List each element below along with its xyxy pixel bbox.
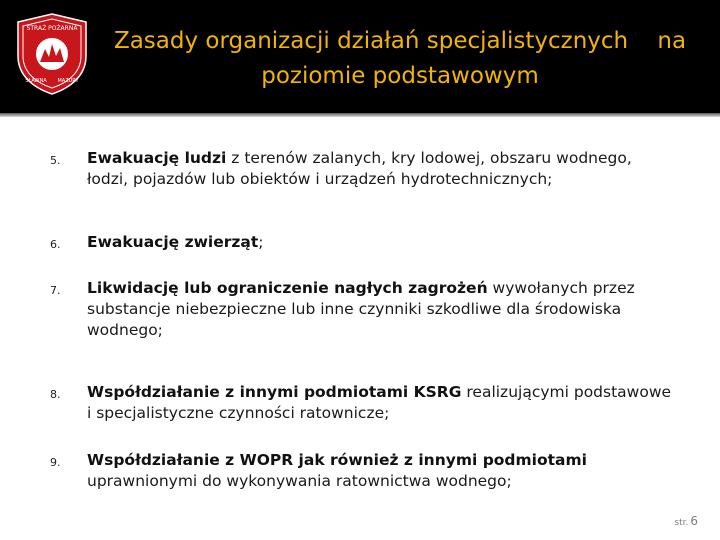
list-item-rest: uprawnionymi do wykonywania ratownictwa wodnego; <box>87 472 512 490</box>
list-item-bold: Współdziałanie z innymi podmiotami KSRG <box>87 383 462 401</box>
list-item-number: 7. <box>50 284 61 297</box>
list-item-text <box>87 450 677 492</box>
list-item-bold: Ewakuację zwierząt <box>87 233 259 251</box>
list-item-rest: z terenów zalanych, kry lodowej, obszaru wodnego, łodzi, pojazdów lub obiektów i urządzeń hydrotechnicznych; <box>87 149 632 188</box>
list-item-number: 9. <box>50 456 61 469</box>
list-item-bold: Ewakuację ludzi <box>87 149 227 167</box>
list-item-text <box>87 278 677 341</box>
logo-right-text: MAZURY <box>57 78 79 84</box>
page-number <box>674 514 698 528</box>
list-item-rest: wywołanych przez substancje niebezpieczne lub inne czynniki szkodliwe dla środowiska wodnego; <box>87 279 635 339</box>
logo-left-text: SŁAWNA <box>25 78 47 84</box>
list-item-number: 5. <box>50 154 61 167</box>
slide-title-line-2: poziomie podstawowym <box>261 63 539 89</box>
list-item-bold: Współdziałanie z WOPR jak również z innymi podmiotami <box>87 451 587 469</box>
page-number-value: 6 <box>690 514 698 528</box>
list-item-text <box>87 232 677 253</box>
list-item-text <box>87 148 677 190</box>
list-item-rest: realizującymi podstawowe i specjalistyczne czynności ratownicze; <box>87 383 672 422</box>
list-item-text <box>87 382 677 424</box>
list-item-bold: Likwidację lub ograniczenie nagłych zagrożeń <box>87 279 488 297</box>
slide-title-line-1: Zasady organizacji działań specjalistycznych na <box>113 28 687 54</box>
page-number-prefix: str. <box>674 518 689 528</box>
list-item-rest: ; <box>258 233 264 251</box>
logo-top-text: STRAŻ POŻARNA <box>26 25 78 32</box>
list-item-number: 6. <box>50 238 61 251</box>
list-item-number: 8. <box>50 388 61 401</box>
